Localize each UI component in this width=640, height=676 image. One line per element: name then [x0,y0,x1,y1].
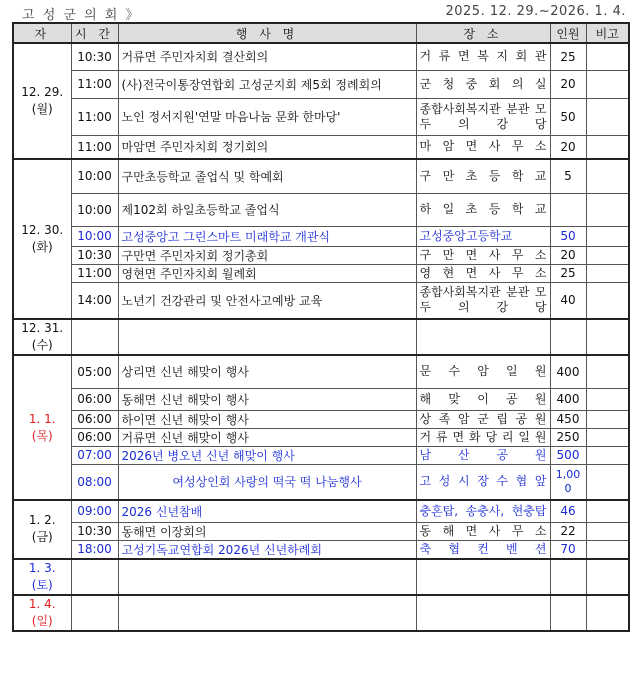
count-cell: 46 [550,500,586,522]
time-cell: 07:00 [71,446,118,464]
weekday-text: (일) [31,613,53,628]
day-group [13,319,629,355]
count-cell: 40 [550,282,586,319]
time-cell: 18:00 [71,540,118,559]
date-cell [13,500,71,559]
weekday-text: (토) [31,577,53,592]
table-row [13,595,629,631]
place-cell: 남 산 공 원 [416,446,550,464]
place-cell: 동 해 면 사 무 소 [416,522,550,540]
count-cell [550,319,586,355]
date-text: 1. 2. [28,513,56,528]
event-cell: 거류면 신년 해맞이 행사 [118,428,416,446]
event-cell: 마암면 주민자치회 정기회의 [118,135,416,159]
table-row [13,226,629,246]
time-cell: 11:00 [71,264,118,282]
place-cell: 충혼탑, 송충사, 현충탑 [416,500,550,522]
event-cell: 제102회 하일초등학교 졸업식 [118,193,416,226]
table-row [13,446,629,464]
place-cell: 하 일 초 등 학 교 [416,193,550,226]
time-cell: 09:00 [71,500,118,522]
place-cell: 거 류 면 화 당 리 일 원 [416,428,550,446]
table-row [13,135,629,159]
count-cell: 50 [550,98,586,135]
day-group [13,159,629,319]
col-header-note: 비고 [586,23,629,43]
event-cell: 동해면 이장회의 [118,522,416,540]
note-cell [586,70,629,98]
date-range: 2025. 12. 29.~2026. 1. 4. [445,4,626,19]
note-cell [586,595,629,631]
count-cell: 400 [550,388,586,410]
note-cell [586,522,629,540]
table-row [13,355,629,388]
table-row [13,559,629,595]
note-cell [586,226,629,246]
count-cell: 70 [550,540,586,559]
count-cell: 25 [550,264,586,282]
table-row [13,43,629,70]
event-cell: 상리면 신년 해맞이 행사 [118,355,416,388]
count-cell: 1,000 [550,464,586,500]
note-cell [586,282,629,319]
count-cell: 400 [550,355,586,388]
event-cell: 구만면 주민자치회 정기총회 [118,246,416,264]
place-cell [416,595,550,631]
day-group [13,355,629,500]
day-group [13,559,629,595]
time-cell: 06:00 [71,388,118,410]
event-cell: 여성상인회 사랑의 떡국 떡 나눔행사 [118,464,416,500]
time-cell: 10:30 [71,43,118,70]
place-cell: 마 암 면 사 무 소 [416,135,550,159]
time-cell: 08:00 [71,464,118,500]
note-cell [586,355,629,388]
table-row [13,319,629,355]
note-cell [586,159,629,193]
table-row [13,159,629,193]
date-cell [13,319,71,355]
col-header-place: 장 소 [416,23,550,43]
table-row [13,428,629,446]
table-row [13,388,629,410]
note-cell [586,410,629,428]
place-cell: 종합사회복지관 분관 모 두 의 강 당 [416,98,550,135]
count-cell: 450 [550,410,586,428]
place-cell: 거 류 면 복 지 회 관 [416,43,550,70]
note-cell [586,388,629,410]
weekday-text: (목) [31,428,53,443]
count-cell [550,193,586,226]
event-cell [118,319,416,355]
col-header-count: 인원 [550,23,586,43]
place-cell: 구 만 면 사 무 소 [416,246,550,264]
date-text: 1. 3. [28,560,56,575]
col-header-time: 시 간 [71,23,118,43]
count-cell: 250 [550,428,586,446]
note-cell [586,559,629,595]
event-cell: 노년기 건강관리 및 안전사고예방 교육 [118,282,416,319]
schedule-table [12,22,630,632]
place-cell [416,559,550,595]
event-cell: 동해면 신년 해맞이 행사 [118,388,416,410]
place-cell [416,319,550,355]
weekday-text: (화) [31,240,53,254]
time-cell: 10:30 [71,522,118,540]
time-cell: 10:00 [71,226,118,246]
time-cell: 10:30 [71,246,118,264]
note-cell [586,319,629,355]
note-cell [586,193,629,226]
event-cell: 노인 정서지원'연말 마음나눔 문화 한마당' [118,98,416,135]
place-cell: 문 수 암 일 원 [416,355,550,388]
page-header [12,0,628,22]
table-row [13,500,629,522]
table-row [13,522,629,540]
place-cell: 고성중앙고등학교 [416,226,550,246]
event-cell: 거류면 주민자치회 결산회의 [118,43,416,70]
date-cell [13,559,71,595]
place-cell: 군 청 중 회 의 실 [416,70,550,98]
place-cell: 해 맞 이 공 원 [416,388,550,410]
note-cell [586,246,629,264]
time-cell [71,559,118,595]
event-cell [118,595,416,631]
col-header-date: 자 [13,23,71,43]
table-row [13,98,629,135]
day-group [13,595,629,631]
weekday-text: (금) [31,530,53,545]
date-text: 1. 1. [28,411,56,426]
place-cell: 종합사회복지관 분관 모 두 의 강 당 [416,282,550,319]
org-title: 고 성 군 의 회 》 [22,8,141,23]
date-cell [13,43,71,159]
place-cell: 구 만 초 등 학 교 [416,159,550,193]
table-header [13,23,629,43]
event-cell: 영현면 주민자치회 월례회 [118,264,416,282]
note-cell [586,43,629,70]
time-cell [71,319,118,355]
time-cell: 11:00 [71,70,118,98]
table-row [13,282,629,319]
time-cell: 14:00 [71,282,118,319]
note-cell [586,135,629,159]
note-cell [586,464,629,500]
event-cell [118,559,416,595]
date-text: 1. 4. [28,596,56,611]
event-cell: 고성중앙고 그린스마트 미래학교 개관식 [118,226,416,246]
table-row [13,264,629,282]
note-cell [586,500,629,522]
date-cell [13,595,71,631]
weekday-text: (수) [31,338,53,352]
date-text: 12. 30. [21,223,64,237]
time-cell: 10:00 [71,193,118,226]
place-cell: 영 현 면 사 무 소 [416,264,550,282]
count-cell [550,595,586,631]
note-cell [586,98,629,135]
day-group [13,43,629,159]
time-cell [71,595,118,631]
time-cell: 05:00 [71,355,118,388]
count-cell: 500 [550,446,586,464]
col-header-event: 행 사 명 [118,23,416,43]
day-group [13,500,629,559]
count-cell: 20 [550,246,586,264]
event-cell: 2026 신년참배 [118,500,416,522]
time-cell: 06:00 [71,410,118,428]
place-cell: 고 성 시 장 수 협 앞 [416,464,550,500]
event-cell: 하이면 신년 해맞이 행사 [118,410,416,428]
count-cell: 5 [550,159,586,193]
table-row [13,193,629,226]
count-cell: 20 [550,135,586,159]
time-cell: 11:00 [71,98,118,135]
place-cell: 축 협 컨 벤 션 [416,540,550,559]
time-cell: 11:00 [71,135,118,159]
event-cell: (사)전국이통장연합회 고성군지회 제5회 정례회의 [118,70,416,98]
note-cell [586,446,629,464]
date-text: 12. 29. [21,85,64,99]
table-row [13,540,629,559]
note-cell [586,540,629,559]
count-cell: 25 [550,43,586,70]
note-cell [586,264,629,282]
count-cell [550,559,586,595]
event-cell: 2026년 병오년 신년 해맞이 행사 [118,446,416,464]
date-text: 12. 31. [21,321,64,335]
place-cell: 상 족 암 군 립 공 원 [416,410,550,428]
table-row [13,464,629,500]
event-cell: 구만초등학교 졸업식 및 학예회 [118,159,416,193]
date-cell [13,159,71,319]
weekday-text: (월) [31,102,53,116]
count-cell: 20 [550,70,586,98]
count-cell: 50 [550,226,586,246]
note-cell [586,428,629,446]
time-cell: 06:00 [71,428,118,446]
event-cell: 고성기독교연합회 2026년 신년하례회 [118,540,416,559]
time-cell: 10:00 [71,159,118,193]
table-row [13,70,629,98]
date-cell [13,355,71,500]
table-row [13,410,629,428]
count-cell: 22 [550,522,586,540]
table-row [13,246,629,264]
